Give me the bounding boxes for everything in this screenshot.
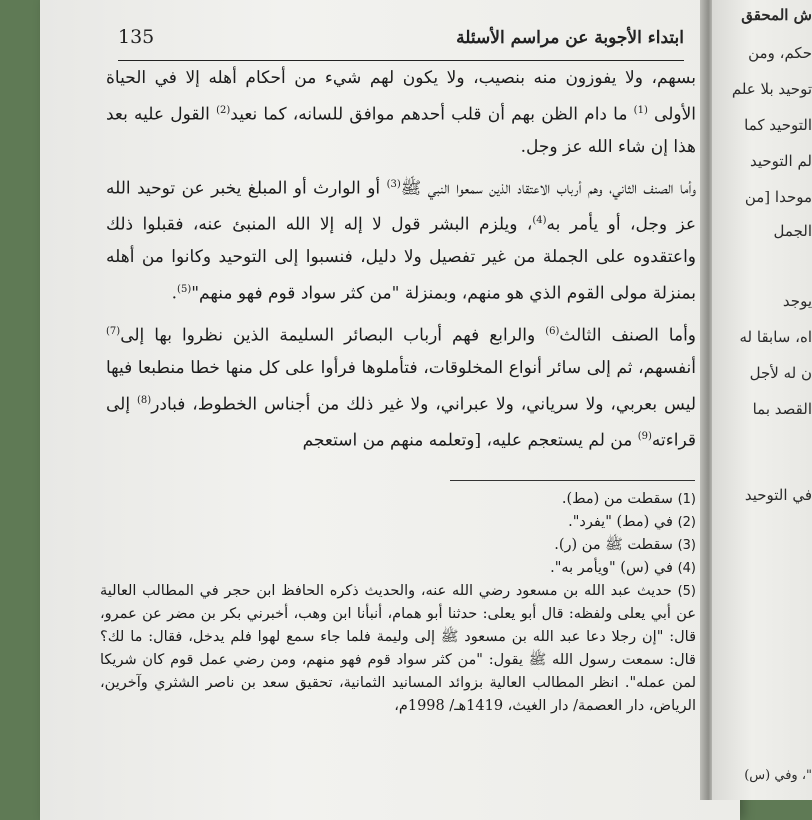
paragraph-text: القول عليه بعد هذا إن شاء الله عز وجل. [106, 104, 696, 157]
footnote [100, 488, 696, 511]
right-page-line: في التوحيد [745, 486, 812, 504]
footnote [100, 534, 696, 557]
footnote-text: حديث عبد الله بن مسعود رضي الله عنه، والحديث ذكره الحافظ ابن حجر في المطالب العالية عن أبي يعلى ولفظه: قال أبو يعلى: حدثنا أبو همام، أنبأنا ابن وهب، أخبرني بكر بن مضر عن عمرو، قال: "إن رجلا دعا عبد الله بن مسعود ﷺ إلى وليمة فلما جاء سمع لهوا فلم يدخل، فقال: ما لك؟ قال: سمعت رسول الله ﷺ يقول: "من كثر سواد قوم فهو منهم، ومن رضي عمل قوم كان شريكا لمن عمله". انظر المطالب العالية بزوائد المسانيد الثمانية، تحقيق سعد بن ناصر الشثري وآخرين، الرياض، دار العصمة/ دار الغيث، 1419هـ/ 1998م، [100, 583, 696, 714]
footnote [100, 580, 696, 718]
footnote-ref: (3) [387, 179, 401, 190]
running-title: ابتداء الأجوبة عن مراسم الأسئلة [456, 28, 684, 48]
footnote-number: (5) [678, 584, 696, 599]
paragraph-text: أو الوارث أو المبلغ يخبر عن توحيد الله عز وجل، أو يأمر به [106, 179, 696, 235]
paragraph [106, 316, 696, 457]
page-number: 135 [118, 26, 154, 48]
page-header [118, 18, 684, 61]
footnote-text: في (مط) "يفرد". [568, 514, 673, 530]
footnote-ref: (6) [545, 326, 559, 337]
footnote-ref: (7) [106, 326, 120, 337]
right-page-line: "، وفي (س) [744, 768, 812, 783]
footnote-ref: (4) [532, 215, 546, 226]
footnote-number: (4) [678, 561, 696, 576]
right-page-line: حكم، ومن [748, 44, 812, 62]
footnote-text: سقطت من (مط). [562, 491, 673, 507]
right-page-line: توحيد بلا علم [732, 80, 812, 98]
paragraph [106, 62, 696, 163]
paragraph-text: وأما الصنف الثاني، وهم أرباب الاعتقاد الذين سمعوا النبي ﷺ [401, 179, 696, 199]
paragraph-text: وأما الصنف الثالث [559, 326, 696, 346]
footnote [100, 511, 696, 534]
footnote-ref: (9) [638, 431, 652, 442]
footnote-number: (1) [678, 492, 696, 507]
right-page-line: التوحيد كما [744, 116, 812, 134]
footnote-separator [450, 480, 695, 481]
right-page-line: لم التوحيد [750, 152, 812, 170]
paragraph-text: ، ويلزم البشر قول لا إله إلا الله المنبئ عنه، فقبلوا ذلك واعتقدوه على الجملة من غير تفصيل ولا دليل، فنسبوا إلى التوحيد وكانوا من أهله بمنزلة مولى القوم الذي هو منهم، وبمنزلة "من كثر سواد قوم فهو منهم" [106, 215, 696, 304]
paragraph-text: ما دام الظن بهم أن قلب أحدهم موافق للسانه، كما نعيد [230, 104, 627, 124]
right-page [712, 0, 812, 800]
paragraph-text: إلى قراءته [106, 394, 696, 450]
paragraph-text: بسهم، ولا يفوزون منه بنصيب، ولا يكون لهم شيء من أحكام أهله إلا في الحياة الأولى [106, 68, 696, 124]
body-text [106, 62, 696, 463]
paragraph-text: من لم يستعجم عليه، [وتعلمه منهم من استعجم [303, 431, 633, 451]
footnote-ref: (5) [177, 284, 191, 295]
right-page-line: يوجد [783, 292, 812, 310]
footnote-number: (3) [678, 538, 696, 553]
footnote-text: في (س) "ويأمر به". [550, 560, 673, 576]
footnote-ref: (8) [137, 395, 151, 406]
right-page-line: ن له لأجل [750, 364, 812, 382]
paragraph-text: والرابع فهم أرباب البصائر السليمة الذين نظروا بها إلى [120, 326, 535, 346]
right-page-line: موحدا [من [745, 188, 812, 206]
footnote-number: (2) [678, 515, 696, 530]
right-page-line: القصد بما [753, 400, 812, 418]
right-page-line: ش المحقق [741, 6, 812, 24]
footnote-ref: (2) [216, 105, 230, 116]
paragraph-text: أنفسهم، ثم إلى سائر أنواع المخلوقات، فتأملوها فرأوا على كل منها خطا منطبعا فيها ليس بعربي، ولا سرياني، ولا عبراني، ولا غير ذلك من أجناس الخطوط، فبادر [106, 358, 696, 414]
footnote-text: سقطت ﷺ من (ر). [554, 537, 673, 553]
right-page-line: الجمل [774, 222, 812, 240]
paragraph: وأما الصنف الثاني، وهم أرباب الاعتقاد الذين سمعوا النبي ﷺ$^{(3)}$ أو الوارث أو المبلغ يخبر عن توحيد الله عز وجل، أو يأمر به$^{(4)}$، ويلزم البشر قول لا إله إلا الله المنبئ عنه، فقبلوا ذلك واعتقدوه على الجملة من غير تفصيل ولا دليل، فنسبوا إلى التوحيد وكانوا من أهله بمنزلة مولى القوم الذي هو منهم، وبمنزلة "من كثر سواد قوم فهو منهم"$^{(5)}$. [106, 169, 696, 310]
footnotes [100, 488, 696, 718]
right-page-line: اه، سابقا له [740, 328, 812, 346]
footnote-ref: (1) [634, 105, 648, 116]
footnote [100, 557, 696, 580]
